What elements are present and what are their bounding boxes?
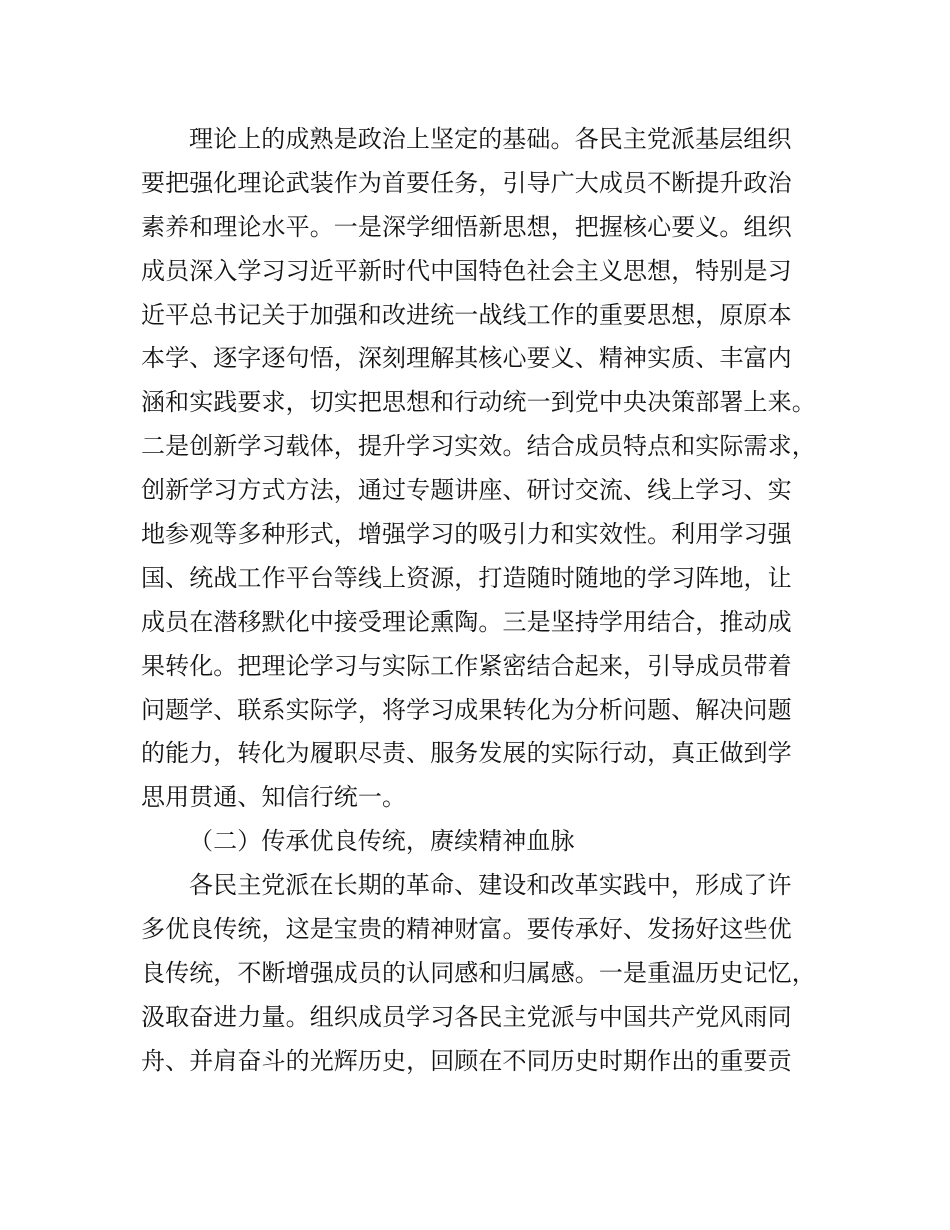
paragraph-line: 二是创新学习载体，提升学习实效。结合成员特点和实际需求， <box>141 432 816 461</box>
paragraph-line: 思用贯通、知信行统一。 <box>141 783 407 812</box>
paragraph-line: 要把强化理论武装作为首要任务，引导广大成员不断提升政治 <box>141 168 792 197</box>
paragraph-line: 成员在潜移默化中接受理论熏陶。三是坚持学用结合，推动成 <box>141 607 792 636</box>
paragraph-line: 国、统战工作平台等线上资源，打造随时随地的学习阵地，让 <box>141 563 792 592</box>
paragraph-line: 舟、并肩奋斗的光辉历史，回顾在不同历史时期作出的重要贡 <box>141 1046 792 1075</box>
paragraph-line: 地参观等多种形式，增强学习的吸引力和实效性。利用学习强 <box>141 520 792 549</box>
paragraph-line: 理论上的成熟是政治上坚定的基础。各民主党派基层组织 <box>189 125 792 153</box>
paragraph-line: 各民主党派在长期的革命、建设和改革实践中，形成了许 <box>189 871 792 900</box>
paragraph-line: 的能力，转化为履职尽责、服务发展的实际行动，真正做到学 <box>141 739 792 768</box>
paragraph-line: 成员深入学习习近平新时代中国特色社会主义思想，特别是习 <box>141 256 792 285</box>
paragraph-line: 本学、逐字逐句悟，深刻理解其核心要义、精神实质、丰富内 <box>141 344 792 373</box>
paragraph-line: 良传统，不断增强成员的认同感和归属感。一是重温历史记忆， <box>141 958 816 987</box>
paragraph-tradition <box>141 864 841 1083</box>
section-heading: （二）传承优良传统，赓续精神血脉 <box>189 827 575 856</box>
paragraph-line: 问题学、联系实际学，将学习成果转化为分析问题、解决问题 <box>141 695 792 724</box>
paragraph-line: 涵和实践要求，切实把思想和行动统一到党中央决策部署上来。 <box>141 388 816 417</box>
paragraph-line: 创新学习方式方法，通过专题讲座、研讨交流、线上学习、实 <box>141 476 792 505</box>
paragraph-line: 汲取奋进力量。组织成员学习各民主党派与中国共产党风雨同 <box>141 1002 792 1031</box>
paragraph-line: 多优良传统，这是宝贵的精神财富。要传承好、发扬好这些优 <box>141 915 792 944</box>
document-body <box>141 118 841 1084</box>
paragraph-line: 果转化。把理论学习与实际工作紧密结合起来，引导成员带着 <box>141 651 792 680</box>
paragraph-line: 近平总书记关于加强和改进统一战线工作的重要思想，原原本 <box>141 300 792 329</box>
paragraph-line: 素养和理论水平。一是深学细悟新思想，把握核心要义。组织 <box>141 212 792 241</box>
paragraph-theory <box>141 118 841 820</box>
